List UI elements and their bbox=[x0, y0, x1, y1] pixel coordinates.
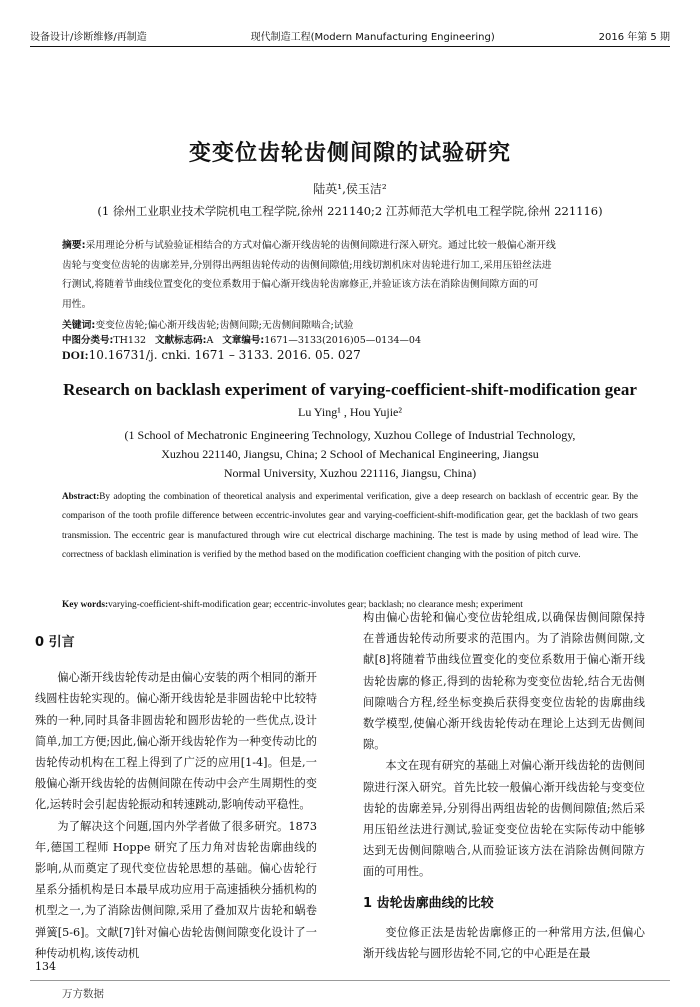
doi-label: DOI: bbox=[62, 348, 89, 362]
chinese-affiliation: (1 徐州工业职业技术学院机电工程学院,徐州 221140;2 江苏师范大学机电工程学院,徐州 221116) bbox=[97, 204, 603, 218]
section-heading-1: 1 齿轮齿廓曲线的比较 bbox=[363, 895, 494, 911]
paragraph: 偏心渐开线齿轮传动是由偏心安装的两个相同的渐开线圆柱齿轮实现的。偏心渐开线齿轮是非圆齿轮中比较特殊的一种,同时具备非圆齿轮和圆形齿轮的一些优点,设计简单,加工方便;因此,偏心渐开线齿轮作为一种变传动比的齿轮传动机构在工程上得到了广泛的应用[1-4]。但是,一般偏心渐开线齿轮的齿侧间隙在传动中会产生周期性的变化,运转时会引起齿轮振动和转速跳动,影响传动平稳性。 bbox=[35, 671, 317, 812]
abstract-line: 行测试,将随着节曲线位置变化的变位系数用于偏心渐开线齿轮齿廓修正,并验证该方法在消除齿侧间隙方面的可 bbox=[62, 279, 539, 290]
article-number-label: 文章编号: bbox=[222, 335, 265, 346]
abstract-line: 用性。 bbox=[62, 298, 92, 310]
english-title: Research on backlash experiment of varying-coefficient-shift-modification gear bbox=[63, 380, 637, 399]
keywords-label: 关键词: bbox=[62, 320, 96, 331]
chinese-title: 变变位齿轮齿侧间隙的试验研究 bbox=[188, 141, 511, 166]
paragraph: 为了解决这个问题,国内外学者做了很多研究。1873 年,德国工程师 Hoppe 研究了压力角对齿轮齿廓曲线的影响,从而奠定了现代变位齿轮思想的基础。偏心齿轮行星系分插机构是日本最早成功应用于高速插秧分插机构的机型之一,为了消除齿侧间隙,采用了叠加双片齿轮和蜗卷弹簧[5-6]。文献[7]针对偏心齿轮齿侧间隙变化设计了一种传动机构,该传动机 bbox=[35, 819, 317, 960]
english-affiliation-line: Xuzhou 221140, Jiangsu, China; 2 School of Mechanical Engineering, Jiangsu bbox=[161, 447, 539, 461]
page-number: 134 bbox=[35, 960, 56, 973]
english-affiliation-line: (1 School of Mechatronic Engineering Technology, Xuzhou College of Industrial Technology, bbox=[124, 428, 576, 442]
left-column bbox=[35, 630, 317, 964]
abstract-label: 摘要: bbox=[62, 240, 86, 251]
english-abstract-label: Abstract: bbox=[62, 491, 100, 501]
english-abstract-text: By adopting the combination of theoretical analysis and experimental verification, give a deep research on backlash of eccentric gear. By the comparison of the tooth profile difference between eccentric-involutes gear and varying-coefficient-shift-modification gear, get the backlash of two gears transmission. The eccentric gear is manufactured through wire cut electrical discharge machining. The test is made by using method of lead wire. The correctness of backlash elimination is verified by the method based on the modification coefficient changing with the position of pitch curve. bbox=[62, 491, 638, 559]
article-number-value: 1671—3133(2016)05—0134—04 bbox=[264, 335, 421, 346]
chinese-authors: 陆英¹,侯玉洁² bbox=[313, 182, 387, 196]
paragraph: 本文在现有研究的基础上对偏心渐开线齿轮的齿侧间隙进行深入研究。首先比较一般偏心渐开线齿轮与变变位齿轮的齿廓差异,分别得出两组齿轮的齿侧间隙值;然后采用压铅丝法进行测试,验证变变位齿轮在实际传动中能够达到无齿侧间隙啮合,从而验证该方法在消除齿侧间隙方面的可用性。 bbox=[363, 759, 645, 879]
header-journal: 现代制造工程(Modern Manufacturing Engineering) bbox=[250, 31, 495, 43]
header-section: 设备设计/诊断维修/再制造 bbox=[30, 31, 147, 43]
clc-value: TH132 bbox=[113, 335, 147, 346]
english-keywords-text: varying-coefficient-shift-modification gear; eccentric-involutes gear; backlash; no clearance mesh; experiment bbox=[108, 600, 523, 610]
chinese-abstract bbox=[62, 236, 638, 314]
paragraph: 变位修正法是齿轮齿廓修正的一种常用方法,但偏心渐开线齿轮与圆形齿轮不同,它的中心距是在最 bbox=[363, 925, 645, 961]
abstract-line: 采用理论分析与试验验证相结合的方式对偏心渐开线齿轮的齿侧间隙进行深入研究。通过比较一般偏心渐开线 bbox=[85, 240, 556, 251]
paragraph: 构由偏心齿轮和偏心变位齿轮组成,以确保齿侧间隙保持在普通齿轮传动所要求的范围内。为了消除齿侧间隙,文献[8]将随着节曲线位置变化的变位系数用于偏心渐开线齿轮齿廓的修正,得到的齿轮称为变变位齿轮,结合无齿侧间隙啮合方程,经坐标变换后获得变变位齿轮的齿廓曲线数学模型,使偏心渐开线齿轮传动在理论上达到无齿侧间隙。 bbox=[363, 611, 645, 752]
footer-rule bbox=[30, 980, 670, 981]
header-rule bbox=[30, 46, 670, 47]
abstract-line: 齿轮与变变位齿轮的齿廓差异,分别得出两组齿轮传动的齿侧间隙值;用线切割机床对齿轮进行加工,采用压铅丝法进 bbox=[62, 259, 552, 271]
section-heading-intro: 0 引言 bbox=[35, 635, 75, 650]
doc-code-value: A bbox=[206, 335, 214, 346]
watermark-text: 万方数据 bbox=[62, 988, 104, 1000]
english-authors: Lu Ying¹ , Hou Yujie² bbox=[298, 405, 402, 419]
english-abstract bbox=[62, 487, 638, 564]
english-keywords-label: Key words: bbox=[62, 600, 109, 610]
doc-code-label: 文献标志码: bbox=[155, 335, 207, 346]
running-header bbox=[30, 26, 670, 44]
header-issue: 2016 年第 5 期 bbox=[598, 31, 670, 43]
right-column bbox=[363, 607, 645, 964]
english-affiliation-line: Normal University, Xuzhou 221116, Jiangsu, China) bbox=[223, 466, 477, 480]
doi-line bbox=[62, 348, 361, 363]
doi-value: 10.16731/j. cnki. 1671 – 3133. 2016. 05. 027 bbox=[88, 348, 361, 362]
clc-label: 中图分类号: bbox=[62, 335, 114, 346]
keywords-text: 变变位齿轮;偏心渐开线齿轮;齿侧间隙;无齿侧间隙啮合;试验 bbox=[95, 320, 354, 331]
